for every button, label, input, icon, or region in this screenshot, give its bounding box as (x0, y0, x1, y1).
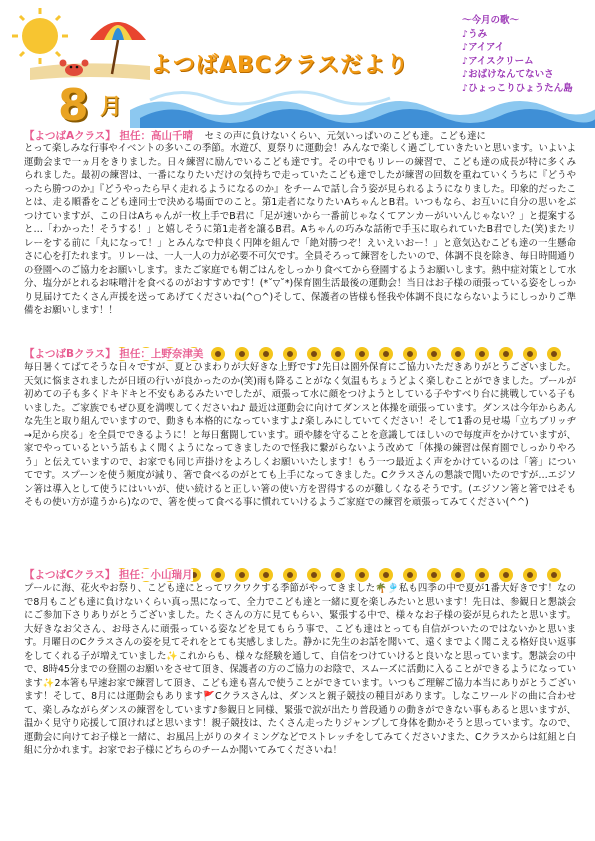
section-c-heading (24, 567, 576, 580)
newsletter-title: よつばABCクラスだより (150, 53, 410, 78)
song-item: ♪アイスクリーム (462, 55, 534, 67)
section-b-body: 毎日暑くてばてそうな日々ですが、夏とひまわりが大好きな上野です♪先日は園外保育にご協力いただきありがとうございました。天気に悩まされましたが日頃の行いが良かったのか(笑)雨も降ることがなく気温もちょうどよく楽しむことができました。プールが初めての子も多くドキドキと不安もあるみたいでしたが、頑張って水に顔をつけようとしている子やすべり台に挑戦している子もいました。ご家族でもぜひ夏を満喫してくださいね♪ 最近は運動会に向けてダンスと体操を頑張っています。ダンスは今年からあんな先生と取り組んでいますので、動きも本格的になっていますよ♪楽しみにしていてください！そして1番の見せ場「立ちブリッヂ→足から戻る」を全員でできるように！と毎日奮闘しています。頭や膝を守ることを意識してほしいので毎度声をかけていますが、家でやっているという話もよく聞くようになってきましたので怪我に繋がらないよう改めて「体操の練習は保育園でしっかりやろう」と伝えていますので、お家でも同じ声掛けをよろしくお願いいたします！もう一つ最近よく声をかけているのは「箸」についてです。スプーンを使う頻度が減り、箸で食べるのがとても上手になってきました。Cクラスさんの懇談で聞いたのですが…エジソン箸は導入として使うにはいいが、使い続けると正しい箸の使い方を習得するのが難しくなるそうです。(エジソン箸と箸ではそもそもの使い方が違うから)なので、箸を使って食べる事に慣れていけるようご家庭での練習を頑張ってみてください(^^) (24, 362, 576, 508)
beach-sand (30, 63, 150, 80)
section-c-body: プールに海、花火やお祭り、こども達にとってワクワクする季節がやってきました🌴🎐私も四季の中で夏が1番大好きです！なので8月もこども達に負けないくらい真っ黒になって、全力でこども達と一緒に夏を楽しみたいと思います！先日は、参観日と懇談会にご参加下さりありがとうございました。たくさんの方に見てもらい、緊張する中で、様々なお子様の姿が見られたと思います。大好きなお父さん、お母さんに頑張っている姿などを見てもらう事で、こども達はとっても自信がついたのではないかと思います。月曜日のCクラスさんの姿を見てそれをとても実感しました。静かに先生のお話を聞いて、遠くまでよく聞こえる格好良い返事をしてくれる子が増えていました✨これからも、様々な経験を通して、自信をつけていけると良いなと思っています。懇談会の中で、8時45分までの登園のお願いをさせて頂き、保護者の方のご協力のお陰で、スムーズに活動に入ることができるようになっています✨2本箸も早速お家で練習して頂き、こども達も喜んで使うことができています。いつもご理解ご協力本当にありがとうございます！そして、8月には運動会もあります🚩Cクラスさんは、ダンスと親子競技の種目があります。しなこワールドの曲に合わせて、楽しみながらダンスの練習をしています♪参観日と同様、緊張で涙が出たり普段通りの動きができない事もあると思いますが、温かく見守り応援して頂ければと思います！親子競技は、たくさん走ったりジャンプして身体を動かそうと思っています。なので、運動会に向けてお子様と一緒に、お風呂上がりのタイミングなどでストレッチをしてみてください♪また、Cクラスからは紅組と白組に分かれます。お家でお子様にどちらのチームか聞いてみてくださいね！ (24, 583, 577, 756)
section-c-title: 【よつばCクラス】 担任：小山瑞月 (24, 569, 193, 581)
section-a-intro: セミの声に負けないくらい、元気いっぱいのこども達。こども達に (204, 131, 486, 142)
song-item: ♪うみ (462, 28, 488, 40)
month-suffix: 月 (100, 95, 123, 120)
section-b-title: 【よつばBクラス】 担任：上野奈津美 (24, 348, 204, 360)
songs-of-month (454, 14, 592, 95)
sun-icon (12, 8, 68, 64)
songs-heading: ～今月の歌～ (462, 15, 520, 26)
section-a-title: 【よつばAクラス】 担任：高山千晴 (24, 130, 193, 142)
section-b-heading (24, 346, 576, 359)
song-item: ♪アイアイ (462, 42, 505, 53)
header (0, 0, 595, 131)
section-a-heading (24, 128, 576, 141)
section-a-body: とって楽しみな行事やイベントの多いこの季節。水遊び、夏祭りに運動会！みんなで楽しく過ごしていきたいと思います。いよいよ運動会まで一ヵ月をきりました。日々練習に励んでいるこども達です。その中でもリレーの練習で、こども達の成長が特に多くみられました。最初の練習は、一番になりたいだけの気持ちで走っていたこども達でしたが練習の回数を重ねていくうちに『どうやったら勝つのか』『どうやったら早く走れるようになるのか』をチームで話し合う姿が見られるようになりました。印象的だったことは、走る順番をこども達同士で決める場面でのこと。第1走者になりたいAちゃんとB君。いつもなら、お互いに自分の思いをぶつけていますが、この日はAちゃんが一枚上手でB君に「足が速いから一番前じゃなくてアンカーがいいんじゃない？」と提案すると…「わかった！そうする！」と嬉しそうに第1走者を譲るB君。Aちゃんの巧みな話術で手玉に取られていたB君でした(笑)またリレーをする前に「丸になって！」とみんなで仲良く円陣を組んで「絶対勝つぞ！えいえいおー！」と意気込むこども達の一生懸命さに心を打たれます。リレーは、一人一人の力が必要不可欠です。全員そろって練習をしたいので、体調不良を除き、毎日時間通りの登園へのご協力をお願いします。またご家庭でも朝ごはんをしっかり食べてから登園するようお願いします。熱中症対策として水分、塩分がとれるお味噌汁を食べるのがおすすめです！(*˘▽˘*)保育園生活最後の運動会！当日はお子様の頑張っている姿をしっかり見届けてたくさん声援を送ってあげてくださいね(^○^)そして、保護者の皆様も怪我や体調不良にならないようにしっかりご準備をお願いします！！ (24, 143, 576, 316)
song-item: ♪ひょっこりひょうたん島 (462, 82, 573, 94)
wave-icon (130, 92, 595, 128)
month-number: 8 (58, 80, 89, 131)
song-item: ♪おばけなんてないさ (462, 69, 554, 80)
